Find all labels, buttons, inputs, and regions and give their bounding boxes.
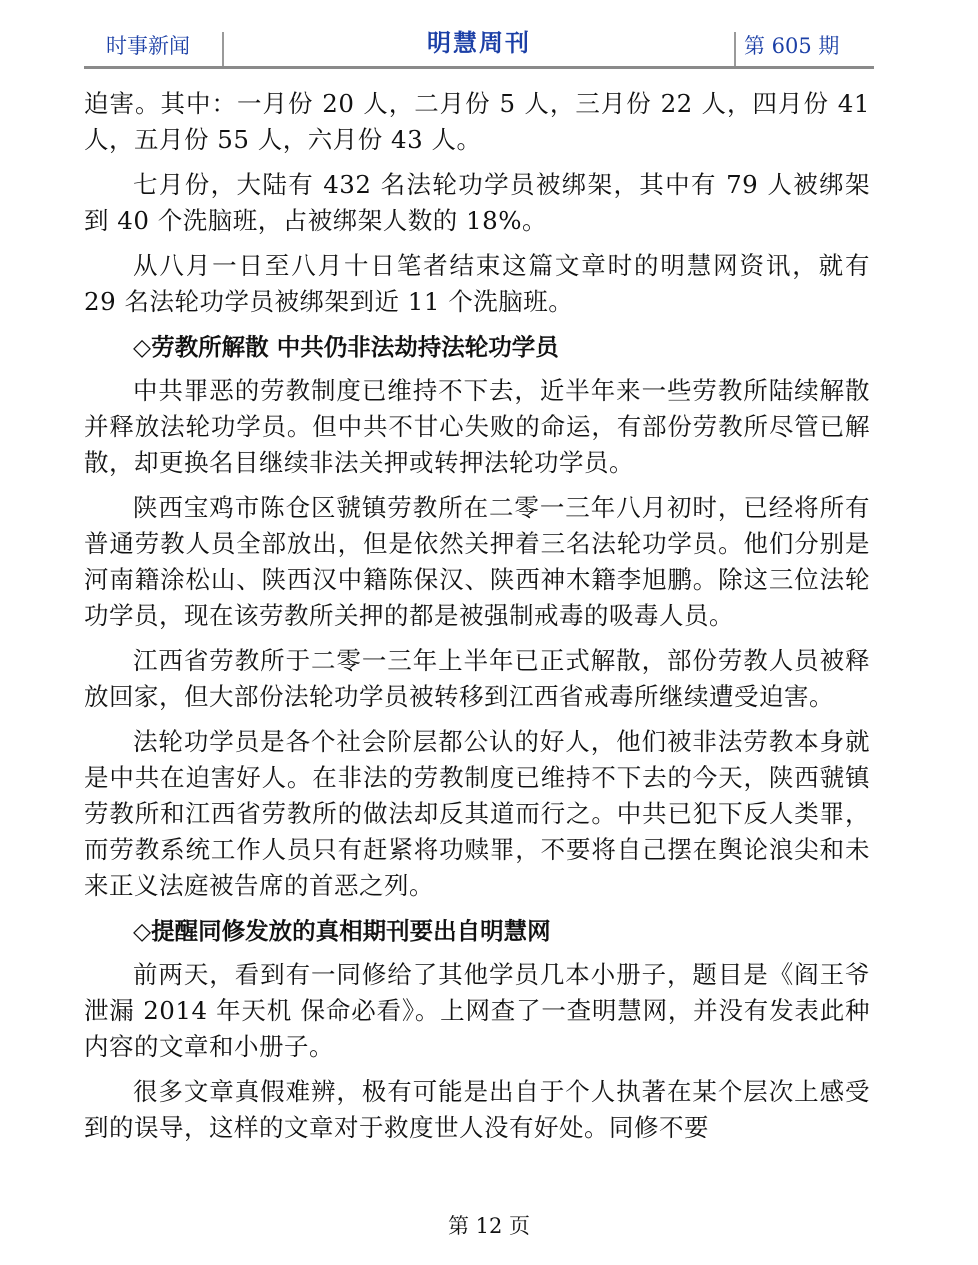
paragraph: 很多文章真假难辨，极有可能是出自于个人执著在某个层次上感受到的误导，这样的文章对于救度世人没有好处。同修不要 xyxy=(84,1077,870,1142)
paragraph: 陕西宝鸡市陈仓区虢镇劳教所在二零一三年八月初时，已经将所有普通劳教人员全部放出，但是依然关押着三名法轮功学员。他们分别是河南籍涂松山、陕西汉中籍陈保汉、陕西神木籍李旭鹏。除这三位法轮功学员，现在该劳教所关押的都是被强制戒毒的吸毒人员。 xyxy=(84,493,870,630)
paragraph: 法轮功学员是各个社会阶层都公认的好人，他们被非法劳教本身就是中共在迫害好人。在非法的劳教制度已维持不下去的今天，陕西虢镇劳教所和江西省劳教所的做法却反其道而行之。中共已犯下反人类罪，而劳教系统工作人员只有赶紧将功赎罪，不要将自己摆在舆论浪尖和未来正义法庭被告席的首恶之列。 xyxy=(84,727,870,900)
header-issue-number: 第 605 期 xyxy=(744,34,840,58)
article-body xyxy=(84,86,870,1155)
header-section-label: 时事新闻 xyxy=(106,34,190,58)
paragraph: 前两天，看到有一同修给了其他学员几本小册子，题目是《阎王爷泄漏 2014 年天机 保命必看》。上网查了一查明慧网，并没有发表此种内容的文章和小册子。 xyxy=(84,960,870,1061)
paragraph: 从八月一日至八月十日笔者结束这篇文章时的明慧网资讯，就有 29 名法轮功学员被绑架到近 11 个洗脑班。 xyxy=(84,251,870,316)
page-header xyxy=(84,20,874,68)
paragraph: 江西省劳教所于二零一三年上半年已正式解散，部份劳教人员被释放回家，但大部份法轮功学员被转移到江西省戒毒所继续遭受迫害。 xyxy=(84,646,870,711)
section-heading: ◇劳教所解散 中共仍非法劫持法轮功学员 xyxy=(133,333,559,361)
paragraph: 中共罪恶的劳教制度已维持不下去，近半年来一些劳教所陆续解散并释放法轮功学员。但中共不甘心失败的命运，有部份劳教所尽管已解散，却更换名目继续非法关押或转押法轮功学员。 xyxy=(84,376,870,477)
paragraph-continued: 迫害。其中：一月份 20 人，二月份 5 人，三月份 22 人，四月份 41 人，五月份 55 人，六月份 43 人。 xyxy=(84,89,870,154)
page-number: 第 12 页 xyxy=(447,1214,531,1238)
section-heading: ◇提醒同修发放的真相期刊要出自明慧网 xyxy=(133,917,551,945)
header-divider-right xyxy=(734,32,736,66)
header-publication-title: 明慧周刊 xyxy=(427,29,531,57)
paragraph: 七月份，大陆有 432 名法轮功学员被绑架，其中有 79 人被绑架到 40 个洗脑班，占被绑架人数的 18%。 xyxy=(84,170,870,235)
header-rule xyxy=(84,66,874,69)
